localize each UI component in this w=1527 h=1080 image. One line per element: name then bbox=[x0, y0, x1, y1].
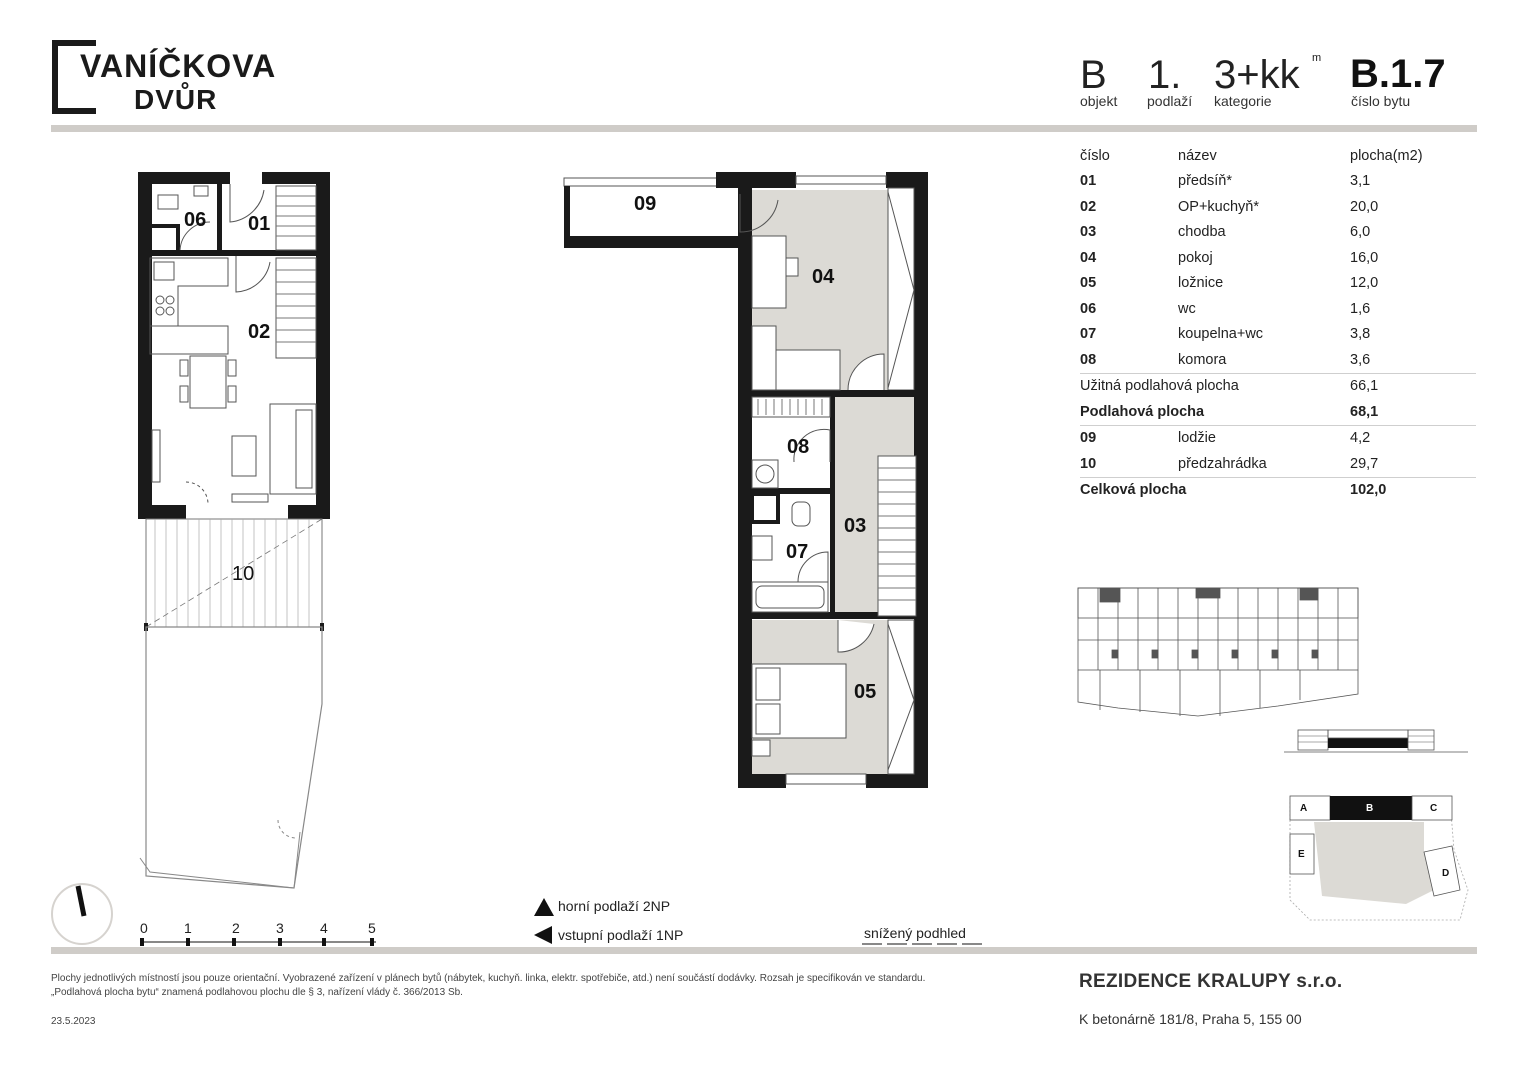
floor-area-value: 68,1 bbox=[1350, 403, 1379, 420]
row-area: 20,0 bbox=[1350, 198, 1379, 215]
kategorie-value: 3+kk bbox=[1214, 53, 1300, 97]
block-d-label: D bbox=[1442, 868, 1450, 879]
row-name: pokoj bbox=[1178, 249, 1213, 266]
company-name: REZIDENCE KRALUPY s.r.o. bbox=[1079, 971, 1343, 992]
legend-upper: horní podlaží 2NP bbox=[558, 898, 671, 914]
kategorie-label: kategorie bbox=[1214, 93, 1272, 109]
block-c-label: C bbox=[1430, 803, 1438, 814]
north-arrow-icon bbox=[52, 884, 112, 944]
row-area: 6,0 bbox=[1350, 224, 1371, 241]
objekt-label: objekt bbox=[1080, 93, 1118, 109]
scale-mark-4: 4 bbox=[320, 920, 328, 936]
row-num: 04 bbox=[1080, 249, 1097, 266]
row-num: 07 bbox=[1080, 326, 1097, 343]
footer-note-1: Plochy jednotlivých místností jsou pouze orientační. Vyobrazené zařízení v plánech bytů (nábytek, kuchyň. linka, elektr. spotřebiče, atd.) není součástí dodávky. Rozsah je specifikován ve standardu. bbox=[51, 973, 926, 984]
apartment-number-label: číslo bytu bbox=[1351, 93, 1411, 109]
row-area: 3,1 bbox=[1350, 173, 1371, 190]
scale-mark-1: 1 bbox=[184, 920, 192, 936]
row-num: 06 bbox=[1080, 300, 1097, 317]
row-num: 01 bbox=[1080, 173, 1097, 190]
scale-mark-3: 3 bbox=[276, 920, 284, 936]
building-section bbox=[1284, 730, 1468, 752]
scale-mark-5: 5 bbox=[368, 920, 376, 936]
label-06: 06 bbox=[184, 209, 207, 231]
row-name: komora bbox=[1178, 351, 1227, 368]
label-02: 02 bbox=[248, 321, 271, 343]
label-04: 04 bbox=[812, 266, 835, 288]
scale-mark-0: 0 bbox=[140, 920, 148, 936]
objekt-value: B bbox=[1080, 53, 1107, 97]
row-name: předsíň* bbox=[1178, 173, 1233, 190]
building-overview bbox=[1078, 588, 1358, 716]
row-name: chodba bbox=[1178, 224, 1226, 241]
podlazi-value: 1. bbox=[1148, 53, 1182, 97]
triangle-left-icon bbox=[534, 926, 552, 944]
label-08: 08 bbox=[787, 436, 810, 458]
row-area: 3,6 bbox=[1350, 351, 1371, 368]
floor-area-label: Podlahová plocha bbox=[1080, 403, 1205, 420]
site-plan bbox=[1290, 796, 1468, 920]
company-address: K betonárně 181/8, Praha 5, 155 00 bbox=[1079, 1011, 1302, 1027]
logo-line1: VANÍČKOVA bbox=[80, 48, 277, 84]
row-area: 3,8 bbox=[1350, 326, 1371, 343]
row-name: lodžie bbox=[1178, 425, 1350, 451]
row-name: koupelna+wc bbox=[1178, 326, 1264, 343]
row-area: 12,0 bbox=[1350, 275, 1379, 292]
row-num: 10 bbox=[1080, 455, 1097, 472]
row-name: OP+kuchyň* bbox=[1178, 198, 1260, 215]
plan-1np bbox=[138, 172, 330, 888]
row-num: 03 bbox=[1080, 224, 1097, 241]
scale-mark-2: 2 bbox=[232, 920, 240, 936]
triangle-up-icon bbox=[534, 898, 554, 916]
row-num: 09 bbox=[1080, 425, 1178, 451]
header-plocha: plocha(m2) bbox=[1350, 147, 1423, 164]
label-10: 10 bbox=[232, 563, 255, 585]
legend-entry: vstupní podlaží 1NP bbox=[558, 927, 684, 943]
label-03: 03 bbox=[844, 515, 867, 537]
total-area-value: 102,0 bbox=[1350, 477, 1476, 503]
label-05: 05 bbox=[854, 681, 877, 703]
logo-line2: DVŮR bbox=[134, 84, 218, 115]
row-name: předzahrádka bbox=[1178, 455, 1267, 472]
podlazi-label: podlaží bbox=[1147, 93, 1193, 109]
block-b-label: B bbox=[1366, 803, 1374, 814]
legend bbox=[534, 898, 982, 944]
row-area: 16,0 bbox=[1350, 249, 1379, 266]
block-e-label: E bbox=[1298, 849, 1305, 860]
row-name: wc bbox=[1178, 300, 1196, 317]
footer-note-2: „Podlahová plocha bytu“ znamená podlahovou plochu dle § 3, nařízení vlády č. 366/2013 Sb. bbox=[51, 987, 463, 998]
usable-area-value: 66,1 bbox=[1350, 373, 1476, 399]
row-area: 1,6 bbox=[1350, 300, 1371, 317]
block-a-label: A bbox=[1300, 803, 1308, 814]
row-num: 08 bbox=[1080, 351, 1097, 368]
scale-bar bbox=[140, 920, 376, 946]
usable-area-label: Užitná podlahová plocha bbox=[1080, 373, 1350, 399]
label-09: 09 bbox=[634, 193, 657, 215]
legend-ceiling: snížený podhled bbox=[864, 925, 966, 941]
apartment-number: B.1.7 bbox=[1350, 52, 1446, 96]
total-area-label: Celková plocha bbox=[1080, 477, 1350, 503]
header-nazev: název bbox=[1178, 147, 1217, 164]
row-name: ložnice bbox=[1178, 275, 1224, 292]
label-07: 07 bbox=[786, 541, 809, 563]
header-cislo: číslo bbox=[1080, 147, 1110, 164]
footer-date: 23.5.2023 bbox=[51, 1016, 96, 1027]
row-area: 29,7 bbox=[1350, 455, 1379, 472]
row-area: 4,2 bbox=[1350, 425, 1476, 451]
kategorie-sup: m bbox=[1312, 52, 1322, 64]
label-01: 01 bbox=[248, 213, 271, 235]
row-num: 05 bbox=[1080, 275, 1097, 292]
row-num: 02 bbox=[1080, 198, 1097, 215]
footer-rule bbox=[51, 947, 1477, 954]
